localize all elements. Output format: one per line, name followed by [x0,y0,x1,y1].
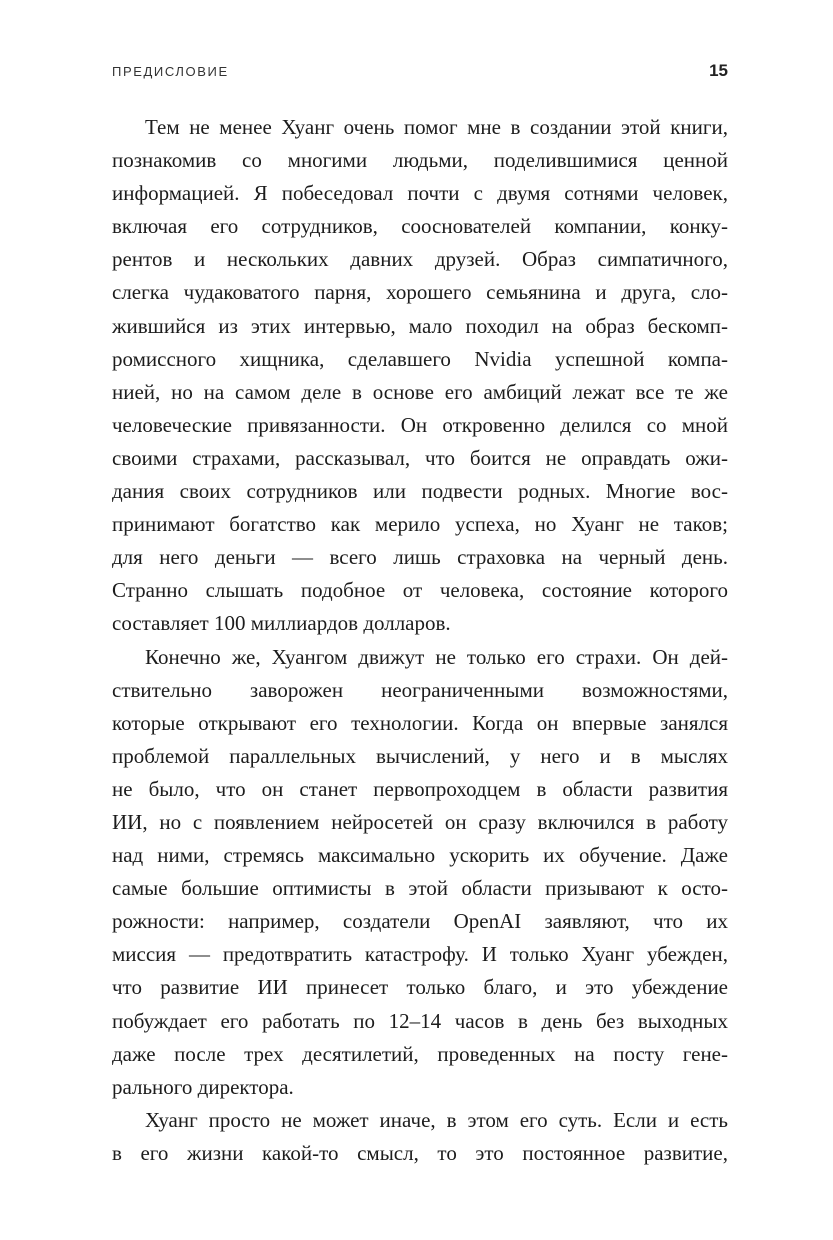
page-number: 15 [709,61,728,80]
text-line: ИИ, но с появлением нейросетей он сразу включился в работу [112,809,728,834]
text-line: познакомив со многими людьми, поделившимися ценной [112,148,728,173]
text-line: над ними, стремясь максимально ускорить их обучение. Даже [112,843,728,868]
section-title: ПРЕДИСЛОВИЕ [112,63,229,79]
text-line: ромиссного хищника, сделавшего Nvidia успешной компа- [112,346,728,371]
text-line: Странно слышать подобное от человека, состояние которого [112,578,728,603]
text-line: включая его сотрудников, сооснователей компании, конку- [112,214,728,239]
text-line: слегка чудаковатого парня, хорошего семьянина и друга, сло- [112,280,728,305]
text-line: даже после трех десятилетий, проведенных на посту гене- [112,1041,728,1066]
text-line: рентов и нескольких давних друзей. Образ симпатичного, [112,247,728,272]
text-line: проблемой параллельных вычислений, у него и в мыслях [112,743,728,768]
text-line: информацией. Я побеседовал почти с двумя сотнями человек, [112,181,728,206]
paragraph [112,111,728,641]
text-line: дания своих сотрудников или подвести родных. Многие вос- [112,479,728,504]
text-line: жившийся из этих интервью, мало походил на образ бескомп- [112,313,728,338]
text-line: Конечно же, Хуангом движут не только его страхи. Он дей- [145,644,728,669]
text-line: рожности: например, создатели OpenAI заявляют, что их [112,909,728,934]
body-text [112,111,728,1170]
text-line: нией, но на самом деле в основе его амбиций лежат все те же [112,379,728,404]
running-head [112,60,728,82]
text-line: которые открывают его технологии. Когда он впервые занялся [112,710,728,735]
text-line: принимают богатство как мерило успеха, но Хуанг не таков; [112,512,728,537]
text-line: самые большие оптимисты в этой области призывают к осто- [112,876,728,901]
text-line: побуждает его работать по 12–14 часов в день без выходных [112,1008,728,1033]
text-line: миссия — предотвратить катастрофу. И только Хуанг убежден, [112,942,728,967]
text-line: человеческие привязанности. Он откровенно делился со мной [112,412,728,437]
text-line: своими страхами, рассказывал, что боится не оправдать ожи- [112,445,728,470]
paragraph [112,641,728,1104]
text-line: что развитие ИИ принесет только благо, и это убеждение [112,975,728,1000]
text-line: составляет 100 миллиардов долларов. [112,611,451,636]
text-line: рального директора. [112,1074,294,1099]
text-line: ствительно заворожен неограниченными возможностями, [112,677,728,702]
text-line: в его жизни какой-то смысл, то это постоянное развитие, [112,1140,728,1165]
text-line: Тем не менее Хуанг очень помог мне в создании этой книги, [145,115,728,139]
text-line: для него деньги — всего лишь страховка на черный день. [112,545,728,570]
paragraph [112,1104,728,1170]
text-line: не было, что он станет первопроходцем в области развития [112,776,728,801]
text-line: Хуанг просто не может иначе, в этом его суть. Если и есть [145,1107,728,1132]
